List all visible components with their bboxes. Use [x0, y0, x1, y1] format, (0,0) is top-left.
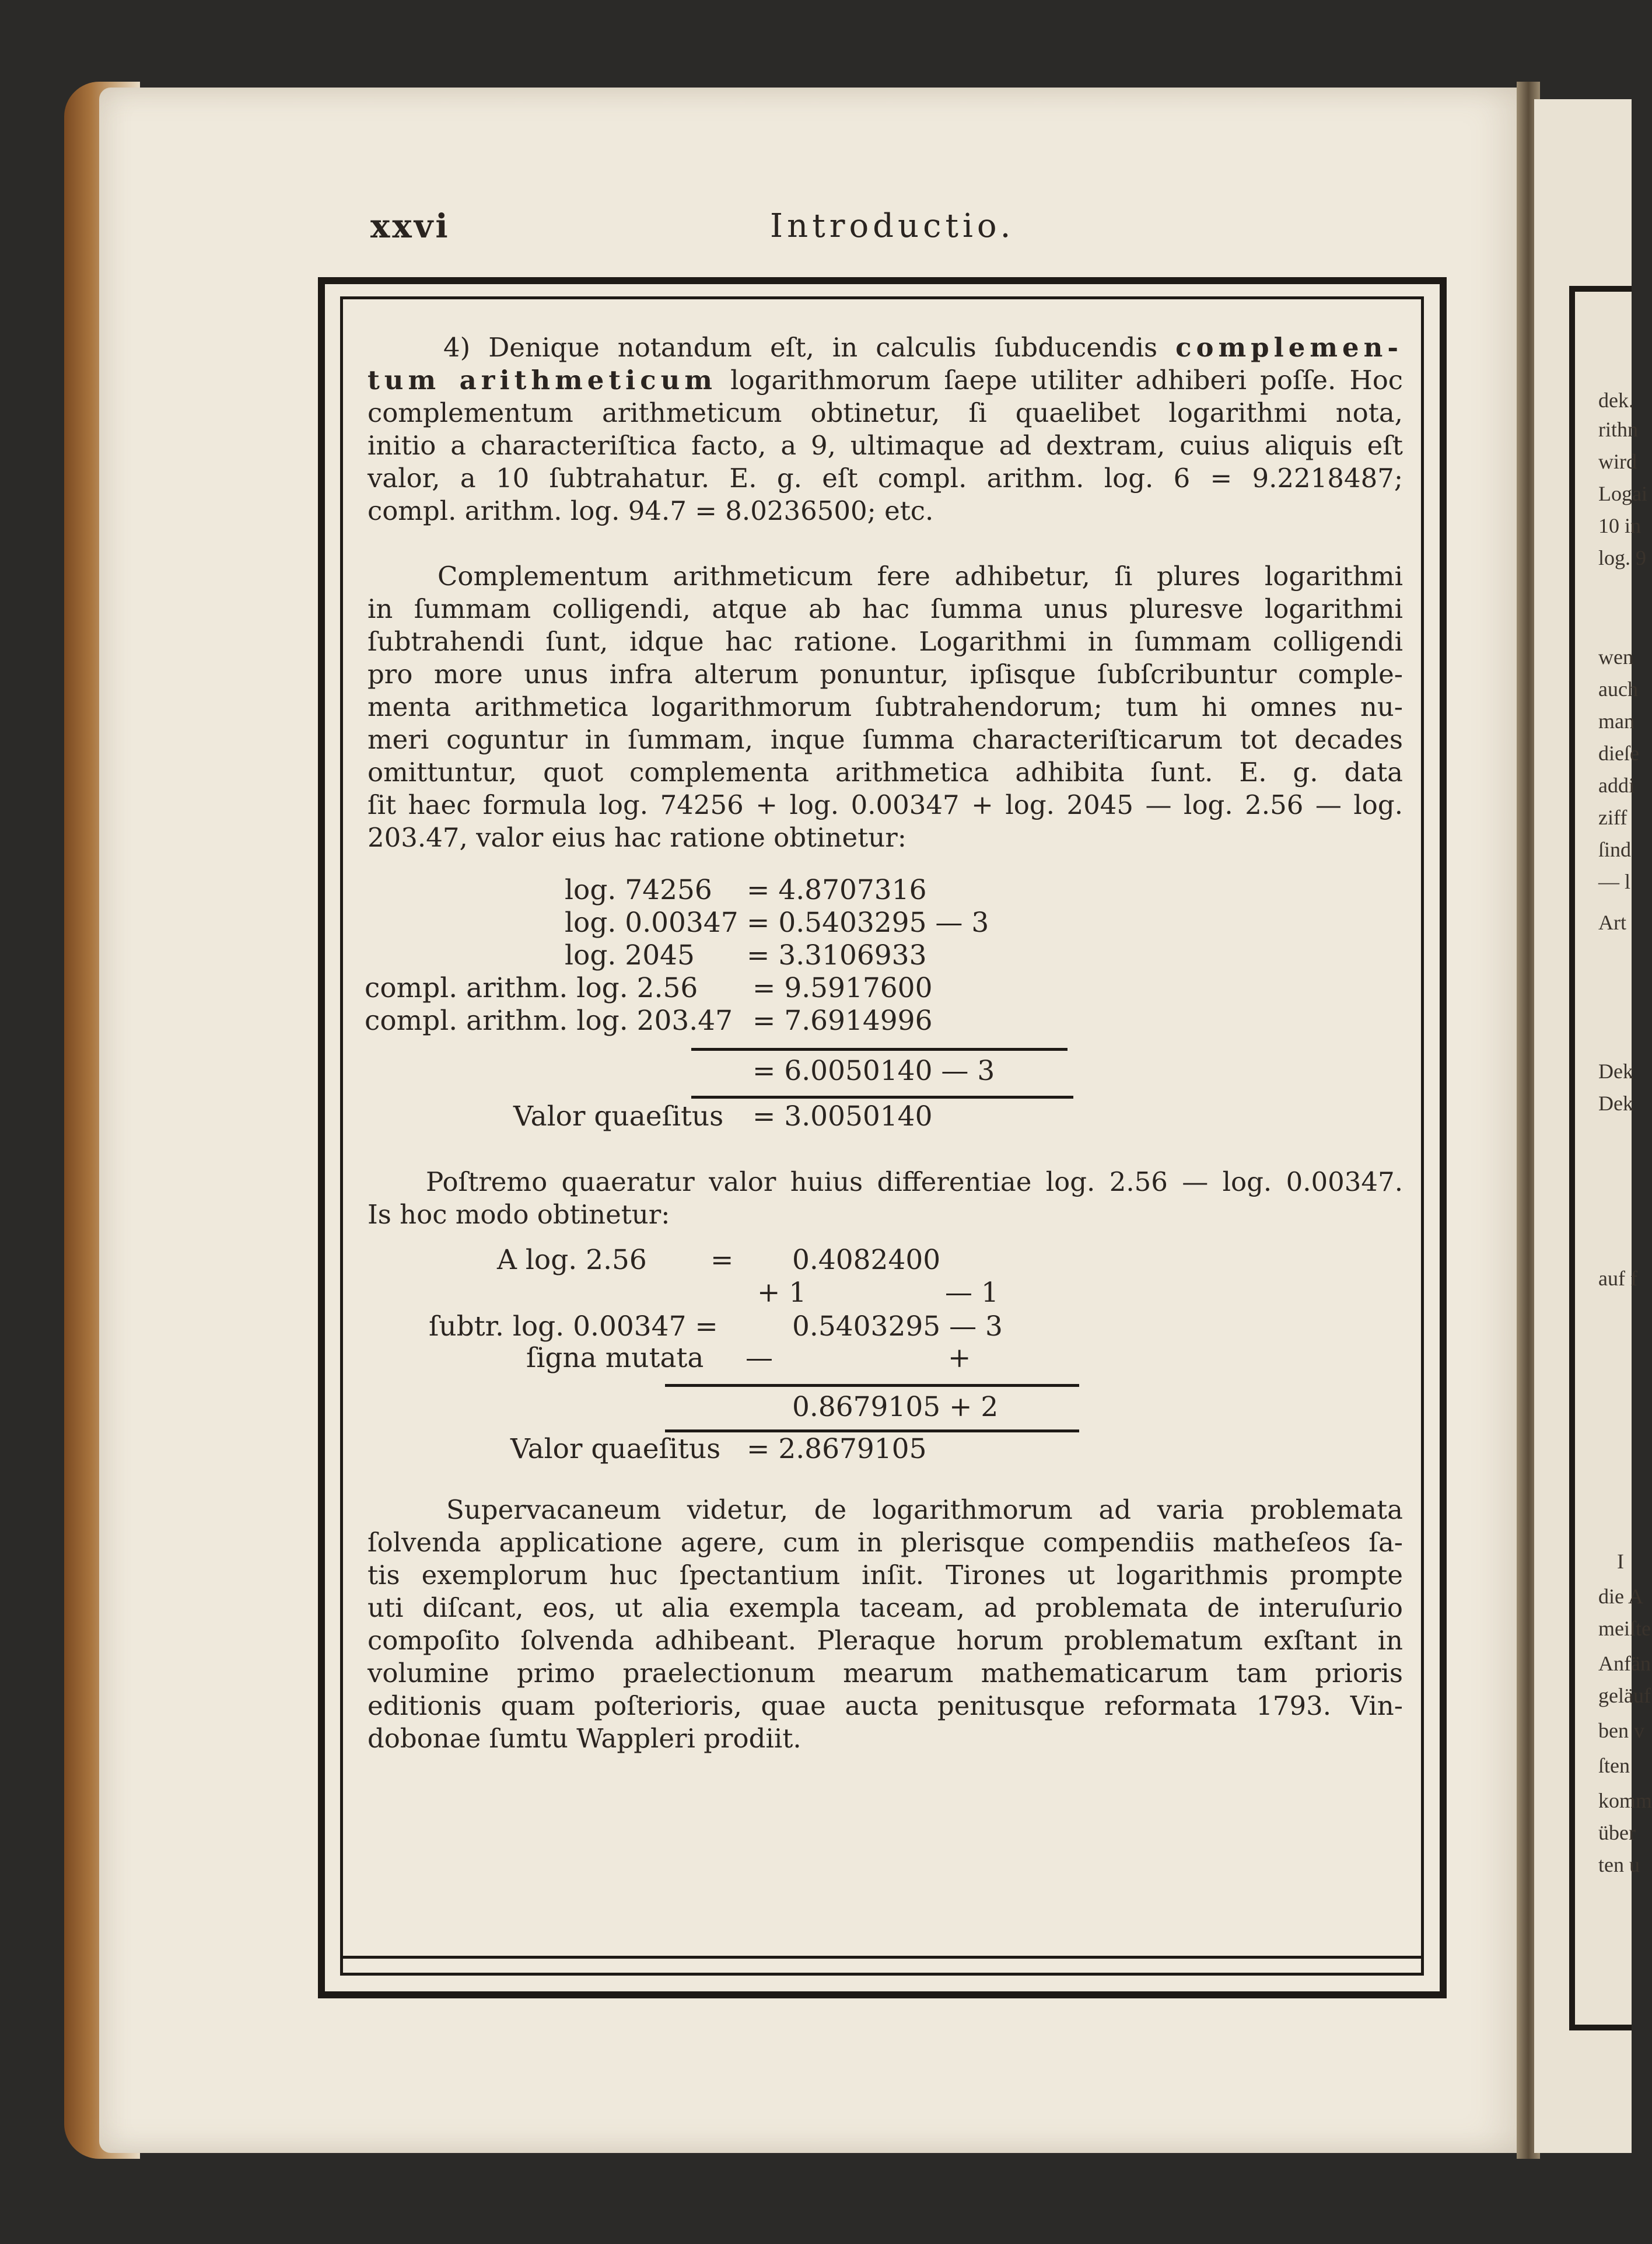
para3-line: Is hoc modo obtinetur: — [368, 1199, 670, 1230]
calc2-minus: — — [746, 1342, 773, 1374]
right-page-fragment: wen — [1598, 645, 1633, 669]
right-page-fragment: 10 in — [1598, 514, 1642, 537]
para4-line: dobonae ſumtu Wappleri prodiit. — [368, 1723, 802, 1754]
calc1-value: = 9.5917600 — [752, 972, 933, 1004]
para2-line: ſubtrahendi ſunt, idque hac ratione. Logarithmi in ſummam colligendi — [368, 626, 1403, 657]
right-page-fragment: geläuf — [1598, 1684, 1651, 1707]
sum-rule — [691, 1048, 1068, 1051]
calc2-result-value: = 2.8679105 — [747, 1433, 927, 1465]
calc1-sum: = 6.0050140 — 3 — [752, 1055, 995, 1087]
para1-line: complementum arithmeticum obtinetur, ſi quaelibet logarithmi nota, — [368, 397, 1403, 428]
right-page-fragment: Dek — [1598, 1060, 1633, 1083]
para1-line: compl. arithm. log. 94.7 = 8.0236500; etc. — [368, 495, 934, 526]
para4-line: uti diſcant, eos, ut alia exempla taceam, ad problemata de interuſurio — [368, 1592, 1403, 1623]
right-page-fragment: ten u — [1598, 1853, 1640, 1876]
para1-line: initio a characteriſtica facto, a 9, ultimaque ad dextram, cuius aliquis eſt — [368, 430, 1403, 461]
right-page-fragment: — l — [1598, 870, 1631, 893]
right-page-fragment: ziff — [1598, 806, 1628, 829]
right-page-fragment: über — [1598, 1821, 1636, 1844]
para2-line: menta arithmetica logarithmorum ſubtrahendorum; tum hi omnes nu- — [368, 691, 1403, 722]
para3-line: Poſtremo quaeratur valor huius differentiae log. 2.56 — log. 0.00347. — [426, 1166, 1403, 1197]
para2-line: meri coguntur in ſummam, inque ſumma characteriſticarum tot decades — [368, 724, 1403, 755]
right-page-fragment: rithn — [1598, 418, 1638, 441]
right-page-fragment: die A — [1598, 1585, 1643, 1608]
calc2-label: ſubtr. log. 0.00347 = — [429, 1310, 718, 1343]
calc1-value: = 7.6914996 — [752, 1005, 933, 1037]
right-page-fragment: Anfän — [1598, 1652, 1651, 1675]
right-page-fragment: komm — [1598, 1789, 1652, 1812]
right-page-fragment: Art — [1598, 911, 1626, 934]
sum-rule — [691, 1096, 1073, 1099]
para2-line: 203.47, valor eius hac ratione obtinetur: — [368, 822, 907, 853]
right-page-fragment: ben v — [1598, 1719, 1644, 1742]
calc1-value: = 3.3106933 — [747, 939, 927, 971]
para2-line: ſit haec formula log. 74256 + log. 0.00347 + log. 2045 — log. 2.56 — log. — [368, 789, 1403, 820]
right-page-fragment: dek. — [1598, 389, 1634, 412]
para4-line: Supervacaneum videtur, de logarithmorum ad varia problemata — [446, 1494, 1403, 1525]
para2-line: Complementum arithmeticum fere adhibetur, ſi plures logarithmi — [438, 561, 1403, 592]
calc2-eq: = — [710, 1244, 734, 1276]
para1-line: tum arithmeticum logarithmorum ſaepe utiliter adhiberi poſſe. Hoc — [368, 365, 1404, 396]
calc1-label: compl. arithm. log. 2.56 — [365, 972, 698, 1004]
right-page-fragment: man — [1598, 709, 1634, 733]
para4-line: compoſito ſolvenda adhibeant. Pleraque horum problematum exſtant in — [368, 1625, 1403, 1656]
para4-line: editionis quam poſterioris, quae aucta penitusque reformata 1793. Vin- — [368, 1690, 1403, 1721]
right-page-fragment: ſind — [1598, 838, 1632, 861]
calc1-label: log. 0.00347 — [565, 907, 738, 939]
para1-line: 4) Denique notandum eſt, in calculis ſubducendis complemen- — [443, 332, 1403, 363]
running-title: Introductio. — [770, 207, 1015, 245]
sum-rule — [665, 1429, 1079, 1432]
calc1-value: = 4.8707316 — [747, 874, 927, 906]
para4-line: volumine primo praelectionum mearum mathematicarum tam prioris — [368, 1658, 1403, 1689]
calc2-sum: 0.8679105 + 2 — [792, 1391, 999, 1423]
calc2-label: A log. 2.56 — [497, 1244, 647, 1276]
calc1-label: compl. arithm. log. 203.47 — [365, 1005, 733, 1037]
para2-line: pro more unus infra alterum ponuntur, ipſisque ſubſcribuntur comple- — [368, 659, 1403, 690]
calc1-value: = 0.5403295 — 3 — [747, 907, 989, 939]
page-number: xxvi — [370, 207, 450, 246]
right-page-fragment: Logai — [1598, 482, 1647, 505]
right-page-fragment: addi — [1598, 774, 1634, 797]
right-page-fragment: Dek — [1598, 1092, 1633, 1115]
calc2-plus: + — [948, 1342, 971, 1374]
right-page-fragment: log. 9 — [1598, 546, 1647, 569]
right-page-fragment: ſten — [1598, 1754, 1630, 1777]
right-page-fragment: I — [1617, 1550, 1624, 1573]
calc2-label: ſigna mutata — [526, 1342, 704, 1374]
para1-line: valor, a 10 ſubtrahatur. E. g. eſt compl. arithm. log. 6 = 9.2218487; — [368, 463, 1403, 494]
para2-line: in ſummam colligendi, atque ab hac ſumma unus pluresve logarithmi — [368, 593, 1403, 624]
frame-bottom-rule — [340, 1956, 1424, 1959]
calc1-result-value: = 3.0050140 — [752, 1100, 933, 1133]
right-page-fragment: auch — [1598, 677, 1638, 701]
right-page-fragment: dieſe — [1598, 742, 1639, 765]
calc1-label: log. 74256 — [565, 874, 712, 906]
right-page-fragment: auf f — [1598, 1267, 1637, 1290]
sum-rule — [665, 1384, 1079, 1387]
para4-line: ſolvenda applicatione agere, cum in plerisque compendiis matheſeos ſa- — [368, 1527, 1403, 1558]
calc2-value: 0.5403295 — 3 — [792, 1310, 1003, 1343]
para2-line: omittuntur, quot complementa arithmetica adhibita ſunt. E. g. data — [368, 757, 1403, 788]
right-page-fragment: wird — [1598, 450, 1637, 473]
calc2-plus: + 1 — [757, 1277, 807, 1309]
calc2-result-label: Valor quaeſitus — [510, 1433, 721, 1465]
calc2-value: 0.4082400 — [792, 1244, 941, 1276]
calc1-label: log. 2045 — [565, 939, 695, 971]
calc1-result-label: Valor quaeſitus — [513, 1100, 724, 1133]
right-page-fragment: meiſte — [1598, 1617, 1651, 1640]
para4-line: tis exemplorum huc ſpectantium inſit. Tirones ut logarithmis prompte — [368, 1560, 1403, 1591]
calc2-minus: — 1 — [945, 1277, 999, 1309]
